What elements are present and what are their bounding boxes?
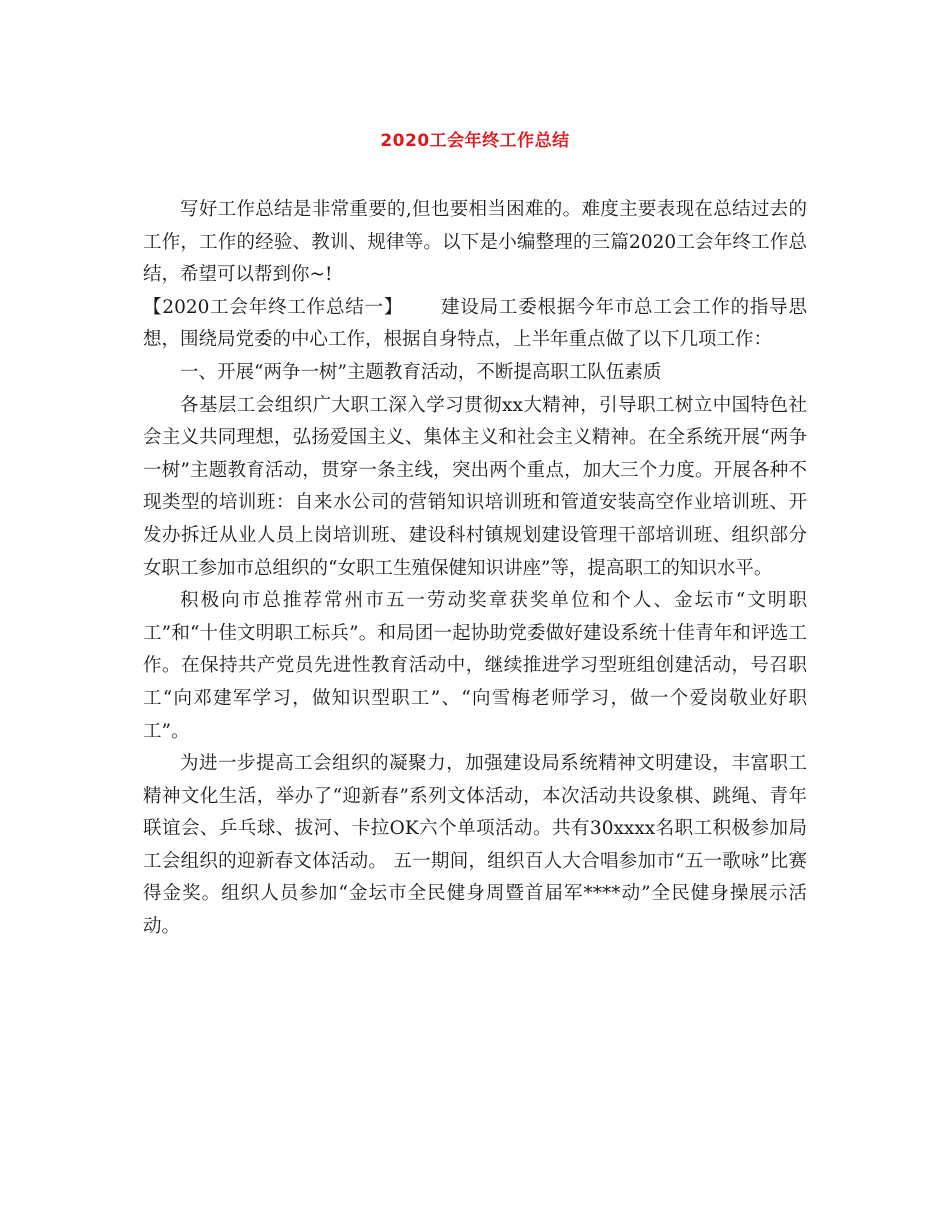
- body-paragraph: 为进一步提高工会组织的凝聚力，加强建设局系统精神文明建设，丰富职工精神文化生活，举办了“迎新春”系列文体活动，本次活动共设象棋、跳绳、青年联谊会、乒乓球、拔河、卡拉OK六个单项活动。共有30xxxx名职工积极参加局工会组织的迎新春文体活动。 五一期间，组织百人大合唱参加市“五一歌咏”比赛得金奖。组织人员参加“金坛市全民健身周暨首届军****动”全民健身操展示活动。: [143, 753, 807, 938]
- intro-paragraph: 写好工作总结是非常重要的,但也要相当困难的。难度主要表现在总结过去的工作，工作的经验、教训、规律等。以下是小编整理的三篇2020工会年终工作总结，希望可以帮到你~!: [143, 199, 807, 286]
- section-heading: 一、开展“两争一树”主题教育活动，不断提高职工队伍素质: [180, 361, 662, 383]
- document-body: [143, 194, 807, 944]
- document-title: 2020工会年终工作总结: [380, 131, 570, 151]
- section-lead-text: 建设局工委根据今年市总工会工作的指导思想，围绕局党委的中心工作，根据自身特点，上半年重点做了以下几项工作：: [143, 296, 807, 351]
- body-paragraph: 积极向市总推荐常州市五一劳动奖章获奖单位和个人、金坛市“文明职工”和“十佳文明职工标兵”。和局团一起协助党委做好建设系统十佳青年和评选工作。在保持共产党员先进性教育活动中，继续推进学习型班组创建活动，号召职工“向邓建军学习，做知识型职工”、“向雪梅老师学习，做一个爱岗敬业好职工”。: [143, 590, 807, 742]
- section-label: 【2020工会年终工作总结一】: [143, 296, 404, 318]
- body-paragraph: 各基层工会组织广大职工深入学习贯彻xx大精神，引导职工树立中国特色社会主义共同理想，弘扬爱国主义、集体主义和社会主义精神。在全系统开展“两争一树”主题教育活动，贯穿一条主线，突出两个重点，加大三个力度。开展各种不现类型的培训班：自来水公司的营销知识培训班和管道安装高空作业培训班、开发办拆迁从业人员上岗培训班、建设科村镇规划建设管理干部培训班、组织部分女职工参加市总组织的“女职工生殖保健知识讲座”等，提高职工的知识水平。: [143, 394, 807, 579]
- section-one-paragraph: [143, 292, 807, 357]
